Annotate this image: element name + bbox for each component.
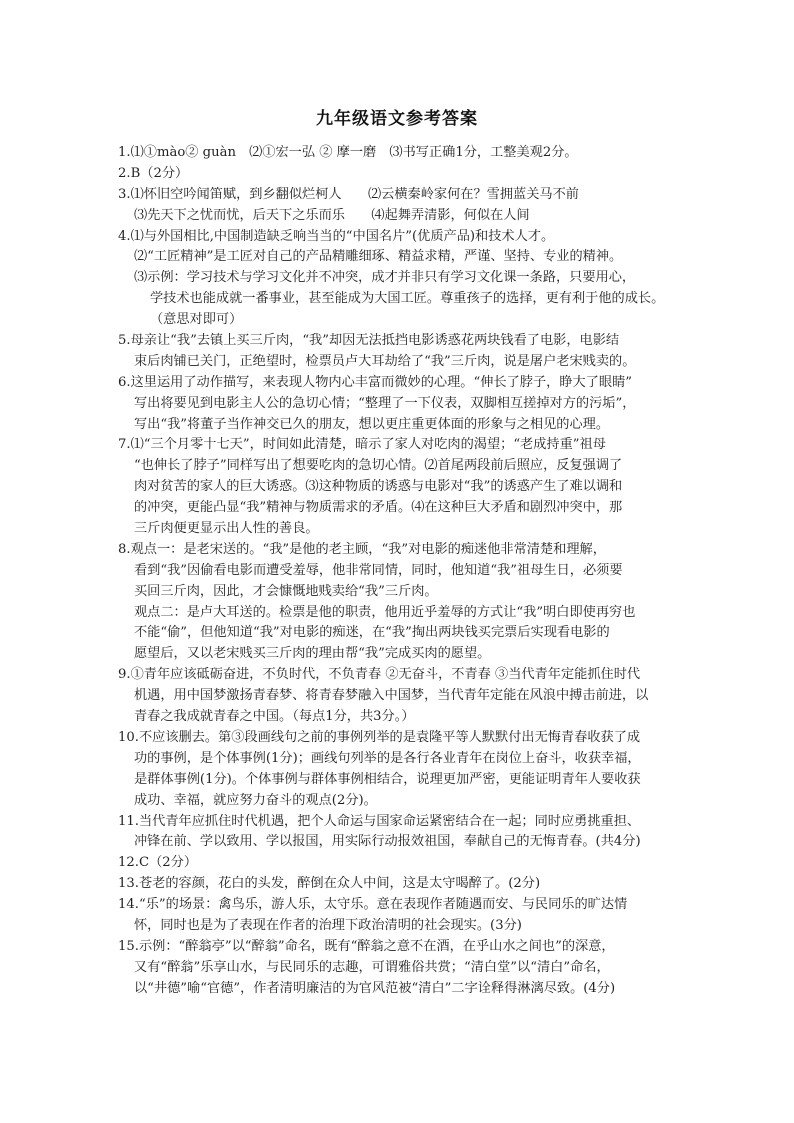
answer-line: 13.苍老的容颜，花白的头发，醉倒在众人中间，这是太守喝醉了。(2分): [118, 876, 541, 892]
answer-line: 的冲突，更能凸显“我”精神与物质需求的矛盾。⑷在这种巨大矛盾和剧烈冲突中，那: [134, 500, 623, 516]
answer-line: 3.⑴怀旧空吟闻笛赋，到乡翻似烂柯人 ⑵云横秦岭家何在？雪拥蓝关马不前: [118, 186, 579, 202]
answer-line: ⑶示例：学习技术与学习文化并不冲突，成才并非只有学习文化课一条路，只要用心，: [134, 270, 636, 286]
answer-line: 1.⑴①mào② guàn ⑵①宏一弘 ② 摩一磨 ⑶书写正确1分，工整美观2分。: [118, 145, 578, 160]
answer-line: 束后肉铺已关门，正绝望时，检票员卢大耳劫给了“我”三斤肉，说是屠户老宋贱卖的。: [134, 353, 636, 369]
answer-line: （意思对即可）: [150, 312, 243, 328]
answer-line: 买回三斤肉，因此，才会慷慨地贱卖给“我”三斤肉。: [134, 583, 438, 599]
answer-line: 又有“醉翁”乐享山水，与民同乐的志趣，可谓雅俗共赏；“清白堂”以“清白”命名，: [134, 959, 610, 975]
answer-line: 8.观点一：是老宋送的。“我”是他的老主顾，“我”对电影的痴迷他非常清楚和理解，: [118, 541, 606, 557]
answer-line: 是群体事例(1分)。个体事例与群体事例相结合，说理更加严密，更能证明青年人要收获: [134, 771, 641, 787]
answer-line: 机遇，用中国梦激扬青春梦、将青春梦融入中国梦，当代青年定能在风浪中搏击前进，以: [134, 688, 649, 704]
answer-line: ⑵“工匠精神”是工匠对自己的产品精雕细琢、精益求精，严谨、坚持、专业的精神。: [134, 249, 623, 265]
answer-line: 不能“偷”，但他知道“我”对电影的痴迷，在“我”掏出两块钱买完票后实现看电影的: [134, 625, 610, 641]
answer-line: 成功、幸福，就应努力奋斗的观点(2分)。: [134, 792, 377, 808]
answer-line: 写出将要见到电影主人公的急切心情；“整理了一下仪表，双脚相互搓掉对方的污垢”，: [134, 395, 636, 411]
answer-line: 10.不应该删去。第③段画线句之前的事例列举的是袁隆平等人默默付出无悔青春收获了成: [118, 729, 641, 745]
answer-line: 怀，同时也是为了表现在作者的治理下政治清明的社会现实。(3分): [134, 917, 522, 933]
answer-line: 9.①青年应该砥砺奋进，不负时代，不负青春 ②无奋斗，不青春 ③当代青年定能抓住时代: [118, 667, 641, 683]
answer-line: 写出“我”将董子当作神交已久的朋友，想以更庄重更体面的形象与之相见的心理。: [134, 416, 610, 432]
answer-line: 愿望后，又以老宋贱买三斤肉的理由帮“我”完成买肉的愿望。: [134, 646, 491, 662]
answer-line: 4.⑴与外国相比,中国制造缺乏响当当的“中国名片”(优质产品)和技术人才。: [118, 228, 555, 244]
answer-line: 11.当代青年应抓住时代机遇，把个人命运与国家命运紧密结合在一起；同时应勇挑重担、: [118, 813, 641, 829]
answer-line: 三斤肉便更显示出人性的善良。: [134, 521, 319, 537]
page-title: 九年级语文参考答案: [316, 109, 478, 129]
answer-line: 12.C（2分）: [118, 855, 198, 871]
answer-line: 14.“乐”的场景：禽鸟乐，游人乐，太守乐。意在表现作者随遇而安、与民同乐的旷达情: [118, 897, 628, 913]
answer-line: 冲锋在前、学以致用、学以报国，用实际行动报效祖国，奉献自己的无悔青春。(共4分): [134, 834, 641, 850]
answer-line: 7.⑴“三个月零十七天”，时间如此清楚，暗示了家人对吃肉的渴望；“老成持重”祖母: [118, 437, 606, 453]
answer-line: 学技术也能成就一番事业，甚至能成为大国工匠。尊重孩子的选择，更有利于他的成长。: [150, 291, 665, 307]
answer-line: 5.母亲让“我”去镇上买三斤肉，“我”却因无法抵挡电影诱惑花两块钱看了电影，电影结: [118, 333, 620, 349]
answer-line: 6.这里运用了动作描写，来表现人物内心丰富而微妙的心理。“伸长了脖子，睁大了眼睛”: [118, 374, 632, 390]
answer-line: 青春之我成就青春之中国。（每点1分，共3分。）: [134, 709, 415, 725]
answer-line: ⑶先天下之忧而忧，后天下之乐而乐 ⑷起舞弄清影，何似在人间: [134, 207, 530, 223]
answer-line: 肉对贫苦的家人的巨大诱惑。⑶这种物质的诱惑与电影对“我”的诱惑产生了难以调和: [134, 479, 623, 495]
answer-line: 看到“我”因偷看电影而遭受羞辱，他非常同情，同时，他知道“我”祖母生日，必须要: [134, 562, 623, 578]
answer-line: 2.B（2分）: [118, 165, 189, 181]
answer-line: 15.示例：“醉翁亭”以“醉翁”命名，既有“醉翁之意不在酒，在乎山水之间也”的深意，: [118, 938, 615, 954]
answer-list: [118, 143, 684, 1000]
answer-line: 观点二：是卢大耳送的。检票是他的职责，他用近乎羞辱的方式让“我”明白即使再穷也: [134, 604, 636, 620]
answer-line: 以“井德”喻“官德”，作者清明廉洁的为官风范被“清白”二字诠释得淋漓尽致。(4分): [134, 980, 616, 996]
answer-line: 功的事例，是个体事例(1分)；画线句列举的是各行各业青年在岗位上奋斗，收获幸福，: [134, 750, 641, 766]
answer-line: “也伸长了脖子”同样写出了想要吃肉的急切心情。⑵首尾两段前后照应，反复强调了: [134, 458, 623, 474]
